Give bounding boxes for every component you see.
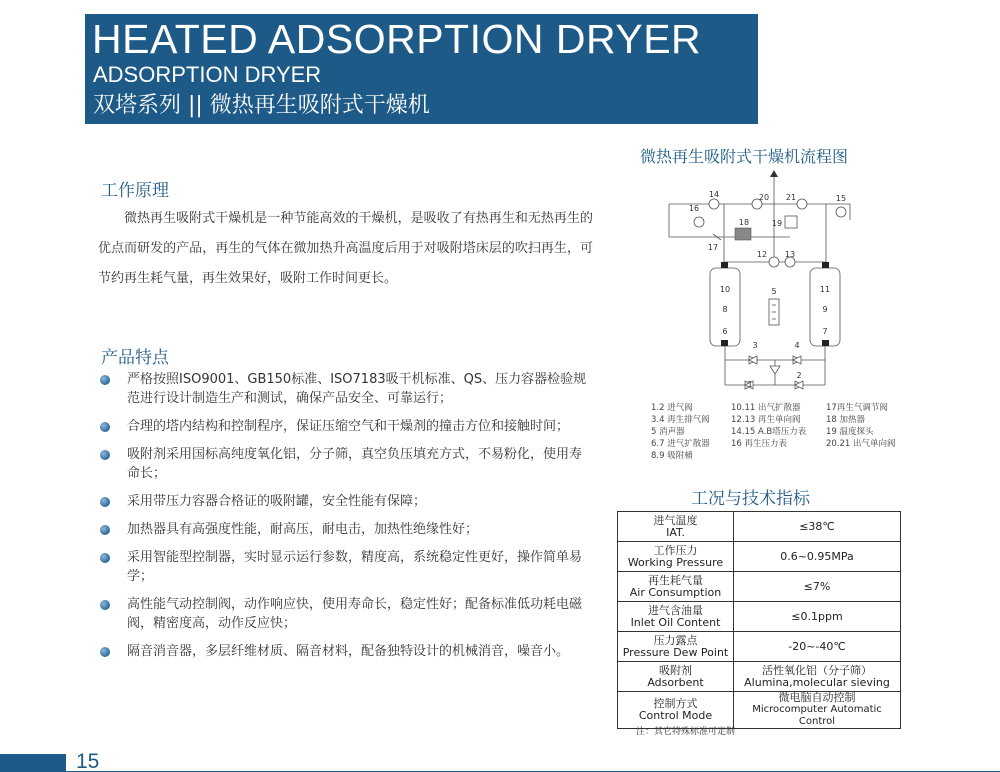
feature-text: 严格按照ISO9001、GB150标准、ISO7183吸干机标准、QS、压力容器检验规范进行设计制造生产和测试，确保产品安全、可靠运行； [127,372,587,406]
spec-value-en: Microcomputer Automatic Control [752,704,882,727]
feature-text: 加热器具有高强度性能，耐高压，耐电击，加热性绝缘性好； [127,522,479,537]
label-6: 6 [722,327,728,336]
feature-text: 采用带压力容器合格证的吸附罐，安全性能有保障； [127,494,427,509]
legend-item: 3.4 再生排气阀 [651,415,710,425]
spec-key [618,692,734,729]
spec-table [617,511,901,729]
label-2: 2 [796,371,802,380]
table-row [618,662,901,692]
feature-item [100,520,595,539]
label-12: 12 [756,250,768,259]
spec-value [734,692,901,729]
label-9: 9 [822,305,828,314]
label-7: 7 [822,327,828,336]
label-15: 15 [835,194,847,203]
feature-text: 吸附剂采用国标高纯度氧化铝，分子筛，真空负压填充方式，不易粉化，使用寿命长； [127,447,583,481]
spec-key [618,572,734,602]
features-list [100,370,595,670]
page-subtitle: ADSORPTION DRYER [93,62,322,87]
spec-value: ≤0.1ppm [734,602,901,632]
table-row [618,602,901,632]
label-1: 1 [747,380,753,389]
bullet-icon [100,647,110,657]
flow-diagram-title: 微热再生吸附式干燥机流程图 [640,147,849,166]
label-8: 8 [722,305,728,314]
legend-item: 10.11 出气扩散器 [731,403,801,413]
spec-value: ≤7% [734,572,901,602]
bullet-icon [100,422,110,432]
spec-value-cn: 微电脑自动控制 [778,691,856,704]
label-20: 20 [758,193,770,202]
spec-key-cn: 吸附剂 [659,663,692,677]
label-19: 19 [771,219,783,228]
legend-row [651,426,911,438]
legend-row [651,402,911,414]
spec-key-cn: 工作压力 [653,543,698,557]
spec-key-cn: 进气温度 [653,513,698,527]
legend-item: 8.9 吸附桶 [651,451,693,461]
principle-text: 微热再生吸附式干燥机是一种节能高效的干燥机，是吸收了有热再生和无热再生的优点而研发的产品，再生的气体在微加热升高温度后用于对吸附塔床层的吹扫再生，可节约再生耗气量，再生效果好，吸附工作时间更长。 [98,211,593,286]
legend-item: 5 消声器 [651,427,685,437]
feature-item [100,370,595,408]
page-cn-title: 双塔系列 || 微热再生吸附式干燥机 [93,93,430,118]
spec-key-cn: 控制方式 [653,697,698,710]
spec-key-en: Air Consumption [629,585,722,599]
feature-item [100,642,595,661]
feature-text: 高性能气动控制阀，动作响应快，使用寿命长，稳定性好；配备标准低功耗电磁阀，精密度高，动作反应快； [127,597,583,631]
spec-key [618,632,734,662]
legend-item: 17再生气调节阀 [826,403,888,413]
bullet-icon [100,375,110,385]
spec-value: -20~-40℃ [734,632,901,662]
legend-item: 19 温度探头 [826,427,874,437]
flow-legend [651,402,911,462]
page-title: HEATED ADSORPTION DRYER [92,16,702,62]
label-13: 13 [784,250,796,259]
label-5: 5 [771,287,777,296]
spec-key-en: Inlet Oil Content [630,615,721,629]
footer-bar [0,754,66,772]
spec-key [618,602,734,632]
legend-item: 12.13 再生单向阀 [731,415,801,425]
spec-value: 0.6~0.95MPa [734,542,901,572]
label-14: 14 [708,190,720,199]
table-row [618,572,901,602]
legend-row [651,438,911,450]
feature-item [100,417,595,436]
feature-text: 合理的塔内结构和控制程序，保证压缩空气和干燥剂的撞击方位和接触时间； [127,419,570,434]
feature-item [100,492,595,511]
label-4: 4 [794,341,800,350]
label-11: 11 [819,285,831,294]
table-row [618,692,901,729]
feature-item [100,445,595,483]
spec-key [618,542,734,572]
feature-item [100,595,595,633]
spec-key-en: Control Mode [638,709,713,722]
table-row [618,632,901,662]
legend-item: 20.21 出气单向阀 [826,439,896,449]
label-17: 17 [707,243,719,252]
spec-value-cn: 活性氧化铝（分子筛） [762,663,872,677]
legend-item: 14.15 A.B塔压力表 [731,427,807,437]
legend-row [651,414,911,426]
table-row [618,512,901,542]
spec-key-cn: 进气含油量 [648,603,703,617]
label-16: 16 [688,204,700,213]
feature-item [100,548,595,586]
spec-key-cn: 再生耗气量 [648,573,703,587]
spec-key-en: Pressure Dew Point [622,645,729,659]
legend-item: 1.2 进气阀 [651,403,693,413]
spec-key-en: Adsorbent [647,675,704,689]
label-21: 21 [785,193,797,202]
label-10: 10 [719,285,731,294]
feature-text: 采用智能型控制器，实时显示运行参数，精度高，系统稳定性更好，操作简单易学； [127,550,583,584]
label-3: 3 [752,341,758,350]
legend-item: 6.7 进气扩散器 [651,439,710,449]
bullet-icon [100,450,110,460]
legend-item: 16 再生压力表 [731,439,788,449]
spec-key-en: Working Pressure [627,555,724,569]
flow-diagram [645,170,900,398]
spec-key [618,662,734,692]
table-row [618,542,901,572]
spec-key [618,512,734,542]
spec-value [734,662,901,692]
bullet-icon [100,525,110,535]
spec-note: 注：其它特殊标准可定制 [636,727,736,737]
spec-title: 工况与技术指标 [691,489,810,509]
page-number: 15 [76,750,100,772]
principle-heading: 工作原理 [101,181,169,201]
feature-text: 隔音消音器，多层纤维材质、隔音材料，配备独特设计的机械消音，噪音小。 [127,644,570,659]
legend-row [651,450,911,462]
bullet-icon [100,600,110,610]
bullet-icon [100,497,110,507]
label-18: 18 [738,218,750,227]
spec-value: ≤38℃ [734,512,901,542]
features-heading: 产品特点 [101,348,169,368]
bullet-icon [100,553,110,563]
legend-item: 18 加热器 [826,415,866,425]
spec-key-en: IAT. [666,525,685,539]
spec-key-cn: 压力露点 [653,633,698,647]
spec-value-en: Alumina,molecular sieving [744,675,890,689]
